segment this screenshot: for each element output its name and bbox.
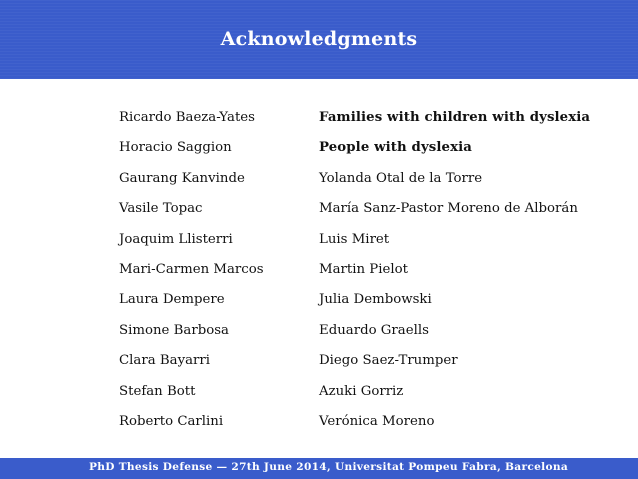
name-item: Yolanda Otal de la Torre xyxy=(319,170,483,186)
group-item-people: People with dyslexia xyxy=(319,140,472,156)
name-item: Azuki Gorriz xyxy=(319,383,404,399)
slide-header-bar xyxy=(0,0,638,79)
slide-footer-bar xyxy=(0,458,638,479)
slide-title: Acknowledgments xyxy=(220,28,418,50)
name-item: Luis Miret xyxy=(319,231,390,247)
name-item: Gaurang Kanvinde xyxy=(119,170,245,186)
name-item: Simone Barbosa xyxy=(119,322,229,338)
name-item: María Sanz-Pastor Moreno de Alborán xyxy=(319,201,578,217)
acknowledged-names-left-column xyxy=(119,109,264,443)
name-item: Eduardo Graells xyxy=(319,322,429,338)
name-item: Julia Dembowski xyxy=(319,292,432,308)
name-item: Joaquim Llisterri xyxy=(119,231,233,247)
name-item: Martin Pielot xyxy=(319,261,408,277)
acknowledged-names-right-column xyxy=(319,109,590,443)
name-item: Stefan Bott xyxy=(119,383,196,399)
name-item: Clara Bayarri xyxy=(119,353,210,369)
footer-text: PhD Thesis Defense — 27th June 2014, Universitat Pompeu Fabra, Barcelona xyxy=(89,461,568,473)
name-item: Mari-Carmen Marcos xyxy=(119,261,264,277)
name-item: Diego Saez-Trumper xyxy=(319,353,458,369)
name-item: Ricardo Baeza-Yates xyxy=(119,110,255,125)
group-item-families: Families with children with dyslexia xyxy=(319,110,591,125)
name-item: Laura Dempere xyxy=(119,292,225,308)
name-item: Verónica Moreno xyxy=(319,413,435,429)
name-item: Vasile Topac xyxy=(119,201,203,217)
name-item: Horacio Saggion xyxy=(119,140,232,156)
name-item: Roberto Carlini xyxy=(119,413,224,429)
